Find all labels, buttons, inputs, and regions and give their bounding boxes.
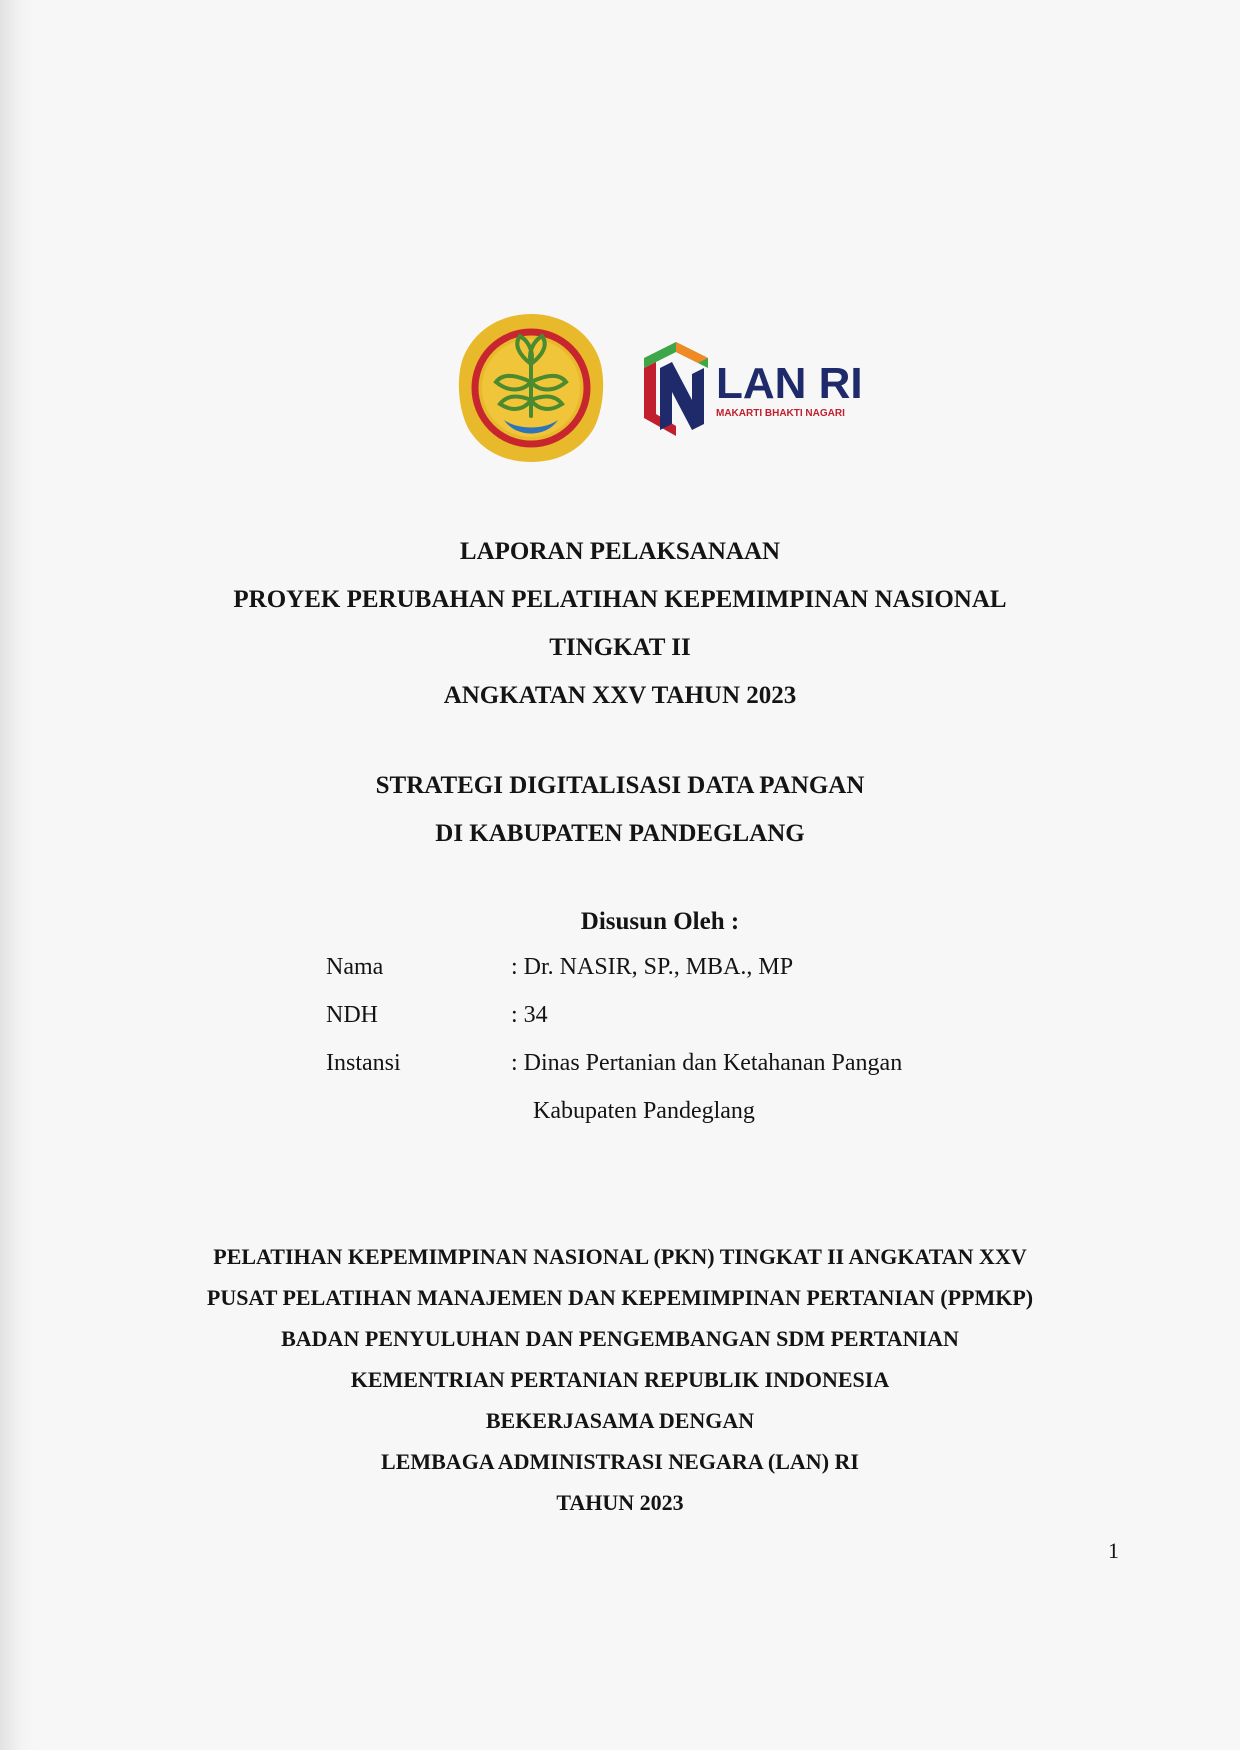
logos-row [0,312,1240,462]
kementan-logo [456,312,606,464]
title-line: TINGKAT II [549,634,691,661]
author-value-continued: Kabupaten Pandeglang [533,1098,755,1124]
author-value: : Dr. NASIR, SP., MBA., MP [511,954,794,980]
lan-ri-logo [636,338,866,438]
lan-ri-tagline: MAKARTI BHAKTI NAGARI [716,408,845,419]
footer-line: PELATIHAN KEPEMIMPINAN NASIONAL (PKN) TINGKAT II ANGKATAN XXV [213,1244,1027,1269]
footer-line: TAHUN 2023 [556,1490,684,1515]
report-title [0,528,1240,720]
author-label: NDH [326,1002,378,1028]
institution-footer [0,1236,1240,1523]
footer-line: KEMENTRIAN PERTANIAN REPUBLIK INDONESIA [350,1367,890,1392]
page-number: 1 [1108,1538,1119,1563]
footer-line: LEMBAGA ADMINISTRASI NEGARA (LAN) RI [381,1449,859,1474]
footer-line: BADAN PENYULUHAN DAN PENGEMBANGAN SDM PERTANIAN [281,1326,959,1351]
author-heading: Disusun Oleh : [580,908,740,935]
author-value: : 34 [511,1002,548,1028]
author-label: Nama [326,954,384,980]
author-value: : Dinas Pertanian dan Ketahanan Pangan [511,1050,903,1076]
project-subject [0,762,1240,858]
footer-line: BEKERJASAMA DENGAN [485,1408,755,1433]
title-line: ANGKATAN XXV TAHUN 2023 [443,682,797,709]
author-label: Instansi [326,1050,401,1076]
lan-ri-wordmark: LAN RI [716,359,863,408]
footer-line: PUSAT PELATIHAN MANAJEMEN DAN KEPEMIMPINAN PERTANIAN (PPMKP) [206,1285,1034,1310]
subject-line: DI KABUPATEN PANDEGLANG [435,820,805,847]
subject-line: STRATEGI DIGITALISASI DATA PANGAN [375,772,865,799]
title-line: PROYEK PERUBAHAN PELATIHAN KEPEMIMPINAN NASIONAL [233,586,1007,613]
title-line: LAPORAN PELAKSANAAN [459,538,781,565]
